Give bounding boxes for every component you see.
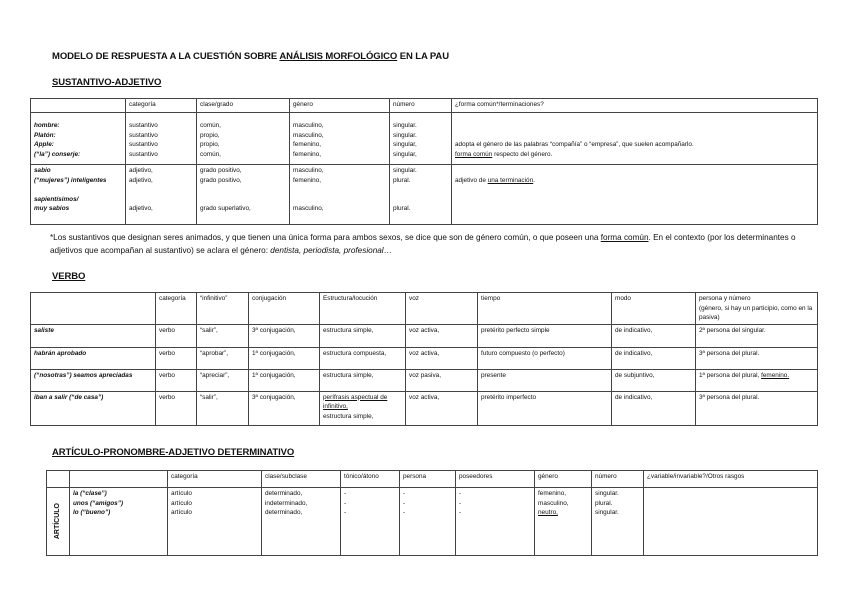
table-row: [31, 391, 818, 425]
value: femenino,: [293, 150, 322, 158]
number-cell: [592, 488, 644, 556]
cell: 3ª conjugación,: [249, 324, 320, 347]
cell: 1ª conjugación,: [249, 369, 320, 391]
verbo-table: [30, 292, 818, 426]
header-cell: persona: [400, 471, 456, 488]
cell: “apreciar”,: [197, 369, 249, 391]
side-label-cell: [47, 488, 70, 556]
cell: presente: [478, 369, 612, 391]
value: femenino,: [538, 490, 567, 497]
cell: 3ª conjugación,: [249, 391, 320, 425]
underlined-term: infinitivo,: [323, 403, 348, 410]
value: [455, 150, 814, 160]
word: (“la”) conserje:: [34, 150, 81, 158]
section-heading-verbo: VERBO: [52, 271, 86, 282]
header-cell: [31, 99, 126, 113]
header-cell: voz: [406, 293, 478, 325]
note-underlined: forma común: [600, 233, 649, 242]
cell: verbo: [156, 324, 197, 347]
header-cell: conjugación: [249, 293, 320, 325]
word: lo (“bueno”): [73, 509, 111, 516]
possessors-cell: [456, 488, 535, 556]
table-row: [31, 347, 818, 369]
table-row: [47, 488, 818, 556]
header-line: (género, si hay un participio, como en la pasiva): [699, 304, 813, 321]
value: común,: [200, 150, 221, 158]
value: grado positivo,: [200, 167, 242, 174]
cell: verbo: [156, 391, 197, 425]
header-cell: Estructura/locución: [320, 293, 406, 325]
cell: voz activa,: [406, 347, 478, 369]
category-cell: [126, 165, 197, 225]
form-cell: [452, 113, 818, 165]
word: muy sabios: [34, 205, 70, 212]
section-heading-sustantivo-adjetivo: SUSTANTIVO-ADJETIVO: [52, 77, 162, 88]
word: unos (“amigos”): [73, 499, 124, 507]
value: -: [459, 490, 462, 497]
value: -: [344, 509, 347, 516]
cell: de indicativo,: [612, 391, 696, 425]
table-header-row: [31, 293, 818, 325]
value: común,: [200, 122, 221, 129]
header-cell: “infinitivo”: [197, 293, 249, 325]
cell: de subjuntivo,: [612, 369, 696, 391]
header-cell: número: [592, 471, 644, 488]
gender-cell: [290, 165, 390, 225]
cell: voz activa,: [406, 324, 478, 347]
value: [455, 176, 814, 186]
cell: “salir”,: [197, 391, 249, 425]
cell: 3ª persona del plural.: [696, 347, 818, 369]
value: femenino,: [293, 141, 322, 148]
value: determinado,: [265, 509, 303, 516]
value: -: [403, 509, 406, 516]
value: singular.: [595, 490, 619, 497]
table-row: [31, 113, 818, 165]
header-cell: clase/subclase: [262, 471, 341, 488]
cell: futuro compuesto (o perfecto): [478, 347, 612, 369]
cell: verbo: [156, 347, 197, 369]
word: hombre:: [34, 122, 60, 129]
header-line: persona y número: [699, 295, 751, 302]
value: -: [403, 490, 406, 497]
table-header-row: [31, 99, 818, 113]
value: plural.: [393, 176, 411, 184]
table-header-row: [47, 471, 818, 488]
header-cell: [696, 293, 818, 325]
value: masculino,: [538, 499, 569, 507]
word: sabio: [34, 167, 51, 174]
value: singular.: [393, 122, 417, 129]
gender-cell: [290, 113, 390, 165]
cell: estructura simple,: [320, 369, 406, 391]
verb-form: habrán aprobado: [31, 347, 156, 369]
value: artículo: [171, 509, 192, 516]
value: adjetivo,: [129, 205, 153, 212]
verb-form: saliste: [31, 324, 156, 347]
value: neutro,: [538, 509, 558, 516]
header-cell: categoría: [156, 293, 197, 325]
word: Apple:: [34, 141, 54, 148]
value: singular,: [393, 141, 417, 148]
value: 1ª persona del plural,: [699, 371, 762, 379]
cell: pretérito perfecto simple: [478, 324, 612, 347]
cell: [696, 369, 818, 391]
cell: verbo: [156, 369, 197, 391]
cell: [320, 391, 406, 425]
section-heading-determinativo: ARTÍCULO-PRONOMBRE-ADJETIVO DETERMINATIVO: [52, 447, 295, 458]
cell: 3ª persona del plural.: [696, 391, 818, 425]
value: singular,: [393, 150, 417, 158]
value: -: [403, 499, 406, 507]
header-cell: clase/grado: [197, 99, 290, 113]
header-cell: modo: [612, 293, 696, 325]
tonic-cell: [341, 488, 400, 556]
cell: de indicativo,: [612, 347, 696, 369]
value: singular.: [393, 167, 417, 174]
header-cell: ¿forma común*/terminaciones?: [452, 99, 818, 113]
cell: estructura simple,: [320, 324, 406, 347]
cell: voz pasiva,: [406, 369, 478, 391]
value: -: [344, 490, 347, 497]
value: masculino,: [293, 131, 324, 139]
underlined-term: una terminación: [487, 176, 534, 184]
cell: 2ª persona del singular.: [696, 324, 818, 347]
cell: voz activa,: [406, 391, 478, 425]
value: grado positivo,: [200, 176, 242, 184]
category-cell: [126, 113, 197, 165]
other-traits-cell: [644, 488, 818, 556]
note-examples: dentista, periodista, profesional: [270, 246, 384, 255]
note-text: . En el contexto (por los determinantes o adjetivos que acompañan al sustantivo) se aclara el género:: [50, 233, 796, 255]
value: adopta el género de las palabras “compañía” o “empresa”, que suelen acompañarlo.: [455, 141, 694, 148]
category-cell: [168, 488, 262, 556]
value: sustantivo: [129, 131, 158, 139]
header-cell: género: [535, 471, 592, 488]
cell: pretérito imperfecto: [478, 391, 612, 425]
value: grado superlativo,: [200, 205, 251, 212]
cell: de indicativo,: [612, 324, 696, 347]
word: (“mujeres”) inteligentes: [34, 176, 107, 184]
words-cell: [31, 113, 126, 165]
value: adjetivo,: [129, 167, 153, 174]
footnote-forma-comun: [50, 231, 810, 257]
value: masculino,: [293, 122, 324, 129]
value: singular.: [595, 509, 619, 516]
sustantivo-adjetivo-table: [30, 98, 818, 225]
value: plural.: [393, 205, 411, 212]
note-text: *Los sustantivos que designan seres animados, y que tienen una única forma para ambos sexos, se dice que son de género común, o que poseen una: [50, 233, 601, 242]
header-cell: tiempo: [478, 293, 612, 325]
value: plural.: [595, 499, 613, 507]
cell: 1ª conjugación,: [249, 347, 320, 369]
value: masculino,: [293, 205, 324, 212]
determinativo-table: [46, 470, 818, 556]
title-prefix: MODELO DE RESPUESTA A LA CUESTIÓN SOBRE: [52, 51, 280, 62]
number-cell: [390, 165, 452, 225]
note-ellipsis: …: [383, 246, 392, 255]
class-cell: [262, 488, 341, 556]
title-suffix: EN LA PAU: [397, 51, 449, 62]
value: sustantivo: [129, 122, 158, 129]
header-cell: categoría: [168, 471, 262, 488]
document-title: [52, 51, 449, 62]
value-pre: adjetivo de: [455, 176, 488, 184]
header-cell: categoría: [126, 99, 197, 113]
gender-cell: [535, 488, 592, 556]
class-cell: [197, 113, 290, 165]
verb-form: iban a salir (“de casa”): [31, 391, 156, 425]
table-row: [31, 369, 818, 391]
value: determinado,: [265, 490, 303, 497]
value: singular.: [393, 131, 417, 139]
word: Platón:: [34, 131, 56, 139]
value: artículo: [171, 490, 192, 497]
words-cell: [70, 488, 168, 556]
cell: estructura compuesta,: [320, 347, 406, 369]
value: adjetivo,: [129, 176, 153, 184]
value: femenino,: [293, 176, 322, 184]
class-cell: [197, 165, 290, 225]
verb-form: (“nosotras”) seamos apreciadas: [31, 369, 156, 391]
form-cell: [452, 165, 818, 225]
table-row: [31, 324, 818, 347]
title-underlined: ANÁLISIS MORFOLÓGICO: [279, 51, 398, 62]
value: sustantivo: [129, 150, 158, 158]
value: -: [459, 509, 462, 516]
value-post: .: [533, 176, 535, 184]
value: indeterminado,: [265, 499, 308, 507]
value: sustantivo: [129, 141, 158, 148]
value: artículo: [171, 499, 192, 507]
cell: “aprobar”,: [197, 347, 249, 369]
value: -: [344, 499, 347, 507]
underlined-term: forma común: [455, 150, 493, 158]
underlined-term: femenino.: [761, 371, 790, 379]
header-cell: ¿variable/invariable?/Otros rasgos: [644, 471, 818, 488]
words-cell: [31, 165, 126, 225]
underlined-term: perífrasis aspectual de: [323, 393, 388, 401]
header-cell: [31, 293, 156, 325]
header-cell: [70, 471, 168, 488]
header-cell: tónico/átono: [341, 471, 400, 488]
table-row: [31, 165, 818, 225]
cell: “salir”,: [197, 324, 249, 347]
value: masculino,: [293, 167, 324, 174]
value: propio,: [200, 141, 220, 148]
word: la (“clase”): [73, 490, 107, 497]
value: propio,: [200, 131, 220, 139]
header-cell: [47, 471, 70, 488]
person-cell: [400, 488, 456, 556]
side-label: ARTÍCULO: [54, 503, 62, 540]
value: estructura simple,: [323, 412, 374, 420]
header-cell: género: [290, 99, 390, 113]
word: sapientísimos/: [34, 195, 79, 203]
header-cell: número: [390, 99, 452, 113]
number-cell: [390, 113, 452, 165]
value-rest: respecto del género.: [492, 150, 553, 158]
value: -: [459, 499, 462, 507]
header-cell: poseedores: [456, 471, 535, 488]
